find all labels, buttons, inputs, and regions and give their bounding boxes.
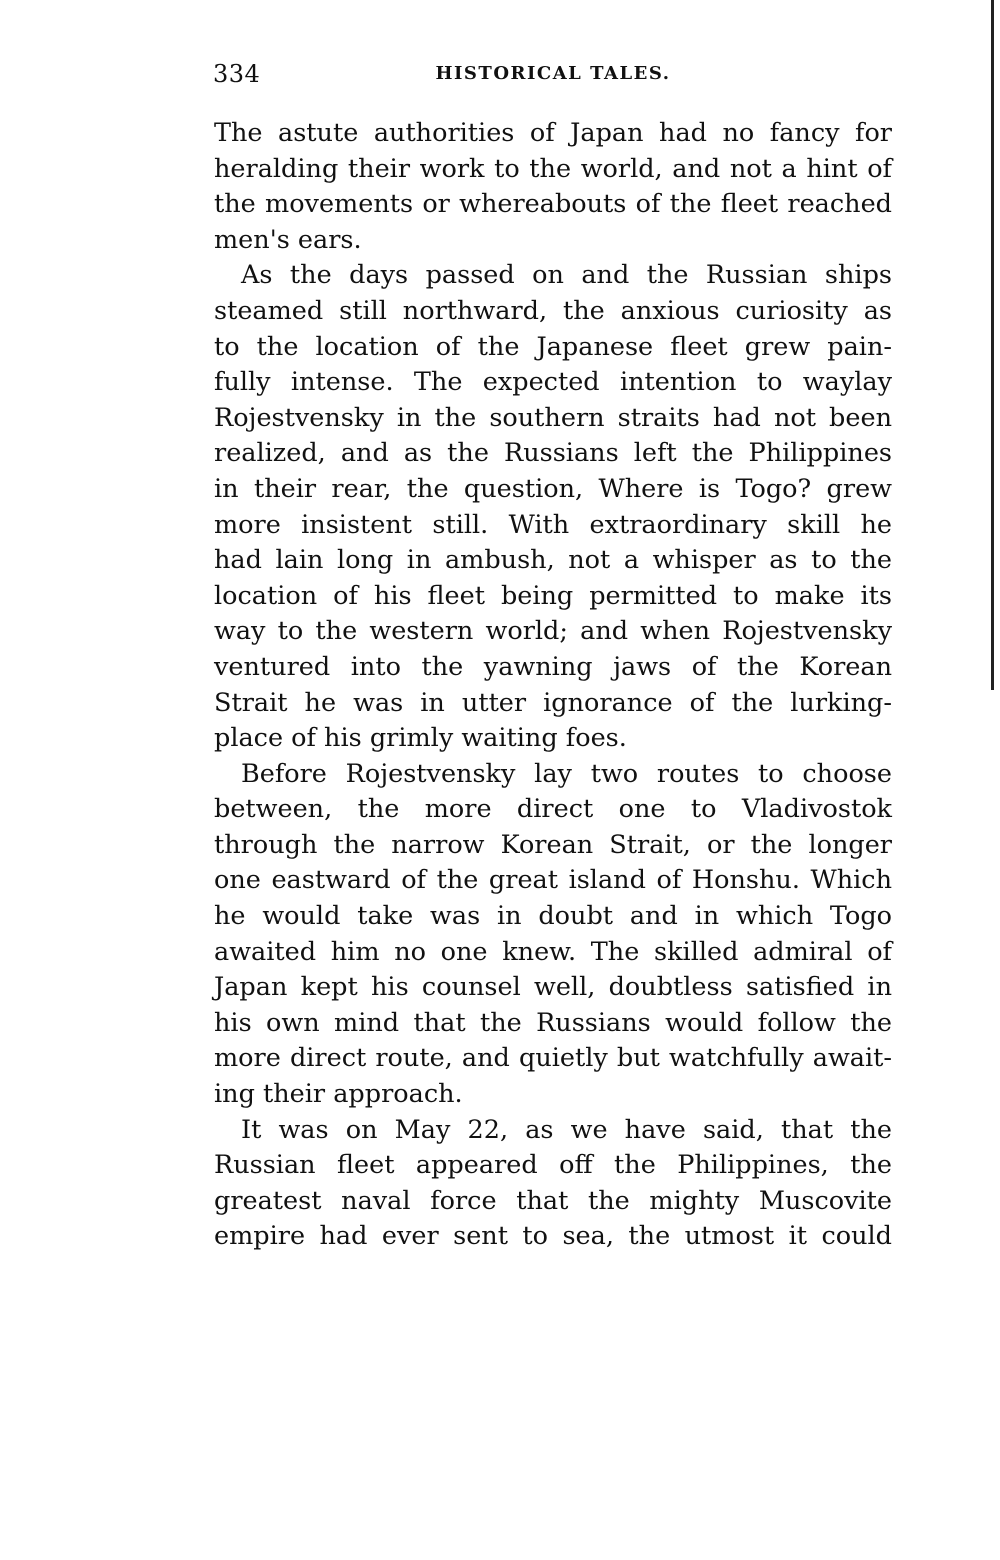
text-line: fully intense. The expected intention to waylay <box>214 367 892 398</box>
text-line: location of his fleet being permitted to make its <box>214 580 892 611</box>
text-line: As the days passed on and the Russian ships <box>241 260 892 291</box>
text-line: ventured into the yawning jaws of the Korean <box>214 651 892 682</box>
text-line: realized, and as the Russians left the Philippines <box>214 438 892 469</box>
text-line: steamed still northward, the anxious curiosity as <box>214 295 892 326</box>
text-line: through the narrow Korean Strait, or the longer <box>214 829 892 860</box>
text-line: empire had ever sent to sea, the utmost it could <box>214 1221 892 1252</box>
paragraph-4 <box>214 1113 892 1255</box>
text-line: the movements or whereabouts of the fleet reached <box>214 189 892 220</box>
text-line: It was on May 22, as we have said, that the <box>241 1114 892 1145</box>
text-line: heralding their work to the world, and not a hint of <box>214 153 892 184</box>
text-line: to the location of the Japanese fleet grew pain- <box>214 331 892 362</box>
paragraph-2 <box>214 258 892 756</box>
text-line: The astute authorities of Japan had no fancy for <box>214 118 892 148</box>
text-line: he would take was in doubt and in which Togo <box>214 901 892 932</box>
text-line: way to the western world; and when Rojestvensky <box>214 616 892 647</box>
text-line: Rojestvensky in the southern straits had not been <box>214 402 892 433</box>
text-line: men's ears. <box>214 224 362 255</box>
text-line: greatest naval force that the mighty Muscovite <box>214 1185 892 1216</box>
paragraph-3 <box>214 757 892 1113</box>
text-line: awaited him no one knew. The skilled admiral of <box>214 936 892 967</box>
running-head <box>213 60 893 94</box>
text-line: Russian fleet appeared off the Philippines, the <box>214 1150 892 1181</box>
text-line: more insistent still. With extraordinary skill he <box>214 509 892 540</box>
page-number: 334 <box>213 60 261 88</box>
text-line: one eastward of the great island of Honshu. Which <box>214 865 892 896</box>
text-line: ing their approach. <box>214 1079 463 1110</box>
text-line: place of his grimly waiting foes. <box>214 723 627 754</box>
text-line: between, the more direct one to Vladivostok <box>214 794 892 825</box>
text-line: Strait he was in utter ignorance of the lurking- <box>214 687 892 718</box>
page-edge-line <box>991 0 994 690</box>
running-title: HISTORICAL TALES. <box>435 63 671 84</box>
paragraph-1 <box>214 116 892 258</box>
body-text <box>214 116 892 1255</box>
text-line: had lain long in ambush, not a whisper as to the <box>214 545 892 576</box>
text-line: Before Rojestvensky lay two routes to choose <box>241 758 892 789</box>
text-line: his own mind that the Russians would follow the <box>214 1007 892 1038</box>
text-line: more direct route, and quietly but watchfully await- <box>214 1043 892 1074</box>
text-line: Japan kept his counsel well, doubtless satisfied in <box>214 972 892 1003</box>
text-line: in their rear, the question, Where is Togo? grew <box>214 473 892 504</box>
